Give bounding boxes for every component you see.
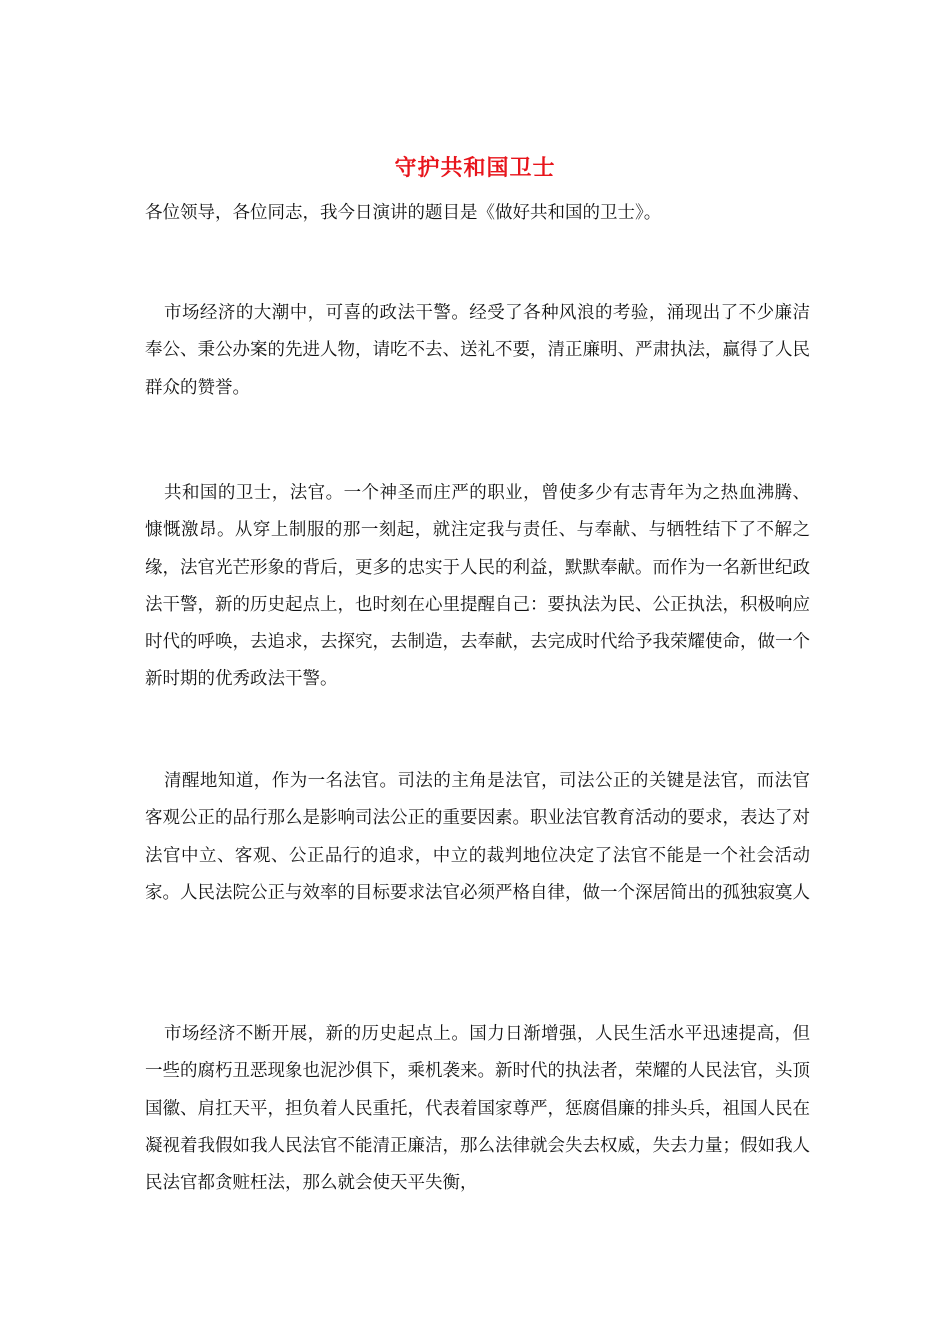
paragraph: 市场经济的大潮中，可喜的政法干警。经受了各种风浪的考验，涌现出了不少廉洁奉公、秉公办案的先进人物，请吃不去、送礼不要，清正廉明、严肃执法，赢得了人民群众的赞誉。 bbox=[145, 303, 810, 398]
paragraph: 市场经济不断开展，新的历史起点上。国力日渐增强，人民生活水平迅速提高，但一些的腐朽丑恶现象也泥沙俱下，乘机袭来。新时代的执法者，荣耀的人民法官，头顶国徽、肩扛天平，担负着人民重托，代表着国家尊严，惩腐倡廉的排头兵，祖国人民在凝视着我假如我人民法官不能清正廉洁，那么法律就会失去权威，失去力量；假如我人民法官都贪赃枉法，那么就会使天平失衡， bbox=[145, 1024, 810, 1194]
paragraph: 清醒地知道，作为一名法官。司法的主角是法官，司法公正的关键是法官，而法官客观公正的品行那么是影响司法公正的重要因素。职业法官教育活动的要求，表达了对法官中立、客观、公正品行的追求，中立的裁判地位决定了法官不能是一个社会活动家。人民法院公正与效率的目标要求法官必须严格自律，做一个深居简出的孤独寂寞人 bbox=[145, 771, 810, 903]
greeting-line: 各位领导，各位同志，我今日演讲的题目是《做好共和国的卫士》。 bbox=[145, 203, 662, 223]
document-title: 守护共和国卫士 bbox=[394, 155, 556, 181]
paragraph: 共和国的卫士，法官。一个神圣而庄严的职业，曾使多少有志青年为之热血沸腾、慷慨激昂。从穿上制服的那一刻起，就注定我与责任、与奉献、与牺牲结下了不解之缘，法官光芒形象的背后，更多的忠实于人民的利益，默默奉献。而作为一名新世纪政法干警，新的历史起点上，也时刻在心里提醒自己：要执法为民、公正执法，积极响应时代的呼唤，去追求，去探究，去制造，去奉献，去完成时代给予我荣耀使命，做一个新时期的优秀政法干警。 bbox=[145, 483, 810, 690]
